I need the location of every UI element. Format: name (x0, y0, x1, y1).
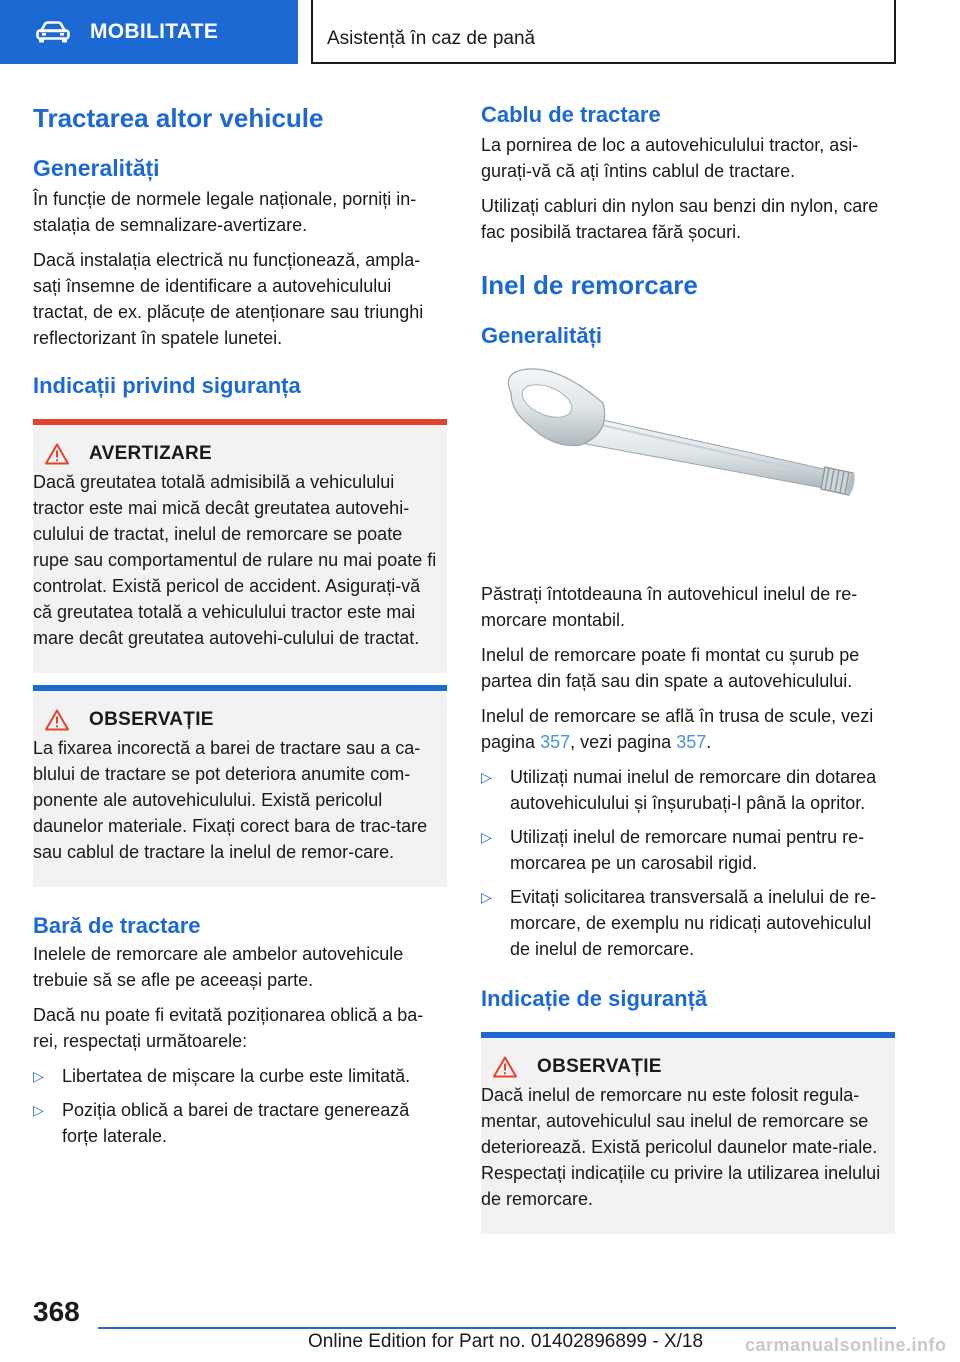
page-title: Tractarea altor vehicule (33, 103, 324, 133)
ring-title: Inel de remorcare (481, 270, 698, 300)
notice-text: La fixarea incorectă a barei de tractare sau a ca-blului de tractare se pot deteriora anumite com-ponente ale autovehiculului. Există pericolul daunelor materiale. Fixați corect bara de trac-tare sau cablul de tractare la inelul de remor-care. (33, 738, 428, 862)
list-item: ▷ Poziția oblică a barei de tractare generează forțe laterale. (33, 1097, 447, 1149)
warning-triangle-icon (493, 1056, 517, 1078)
warning-text: Dacă greutatea totală admisibilă a vehiculului tractor este mai mică decât greutatea autovehi-culului de tractat, inelul de remorcare se poate rupe sau comportamentul de rulare nu mai poate fi controlat. Există pericol de accident. Asigurați-vă că greutatea totală a vehiculului tractor este mai mare decât greutatea autovehi-culului de tractat. (33, 472, 437, 648)
bar-paragraph-2: Dacă nu poate fi evitată poziționarea oblică a ba-rei, respectați următoarele: (33, 1005, 424, 1051)
section-label: MOBILITATE (90, 20, 219, 43)
triangle-bullet-icon: ▷ (33, 1068, 44, 1084)
triangle-bullet-icon: ▷ (33, 1102, 44, 1118)
warning-box (33, 419, 447, 673)
left-column (33, 100, 447, 1157)
list-item: ▷ Libertatea de mișcare la curbe este limitată. (33, 1063, 447, 1089)
section-tab[interactable] (0, 0, 298, 64)
list-item: ▷ Utilizați numai inelul de remorcare din dotarea autovehiculului și înșurubați-l până la opritor. (481, 764, 895, 816)
ring-paragraph-1: Păstrați întotdeauna în autovehicul inelul de re-morcare montabil. (481, 584, 858, 630)
list-item: ▷ Evitați solicitarea transversală a inelului de re-morcare, de exemplu nu ridicați autovehiculul de inelul de remorcare. (481, 884, 895, 962)
ring-bullet-list (481, 764, 895, 962)
bar-paragraph-1: Inelele de remorcare ale ambelor autovehicule trebuie să se afle pe aceeași parte. (33, 944, 404, 990)
warning-triangle-icon (45, 443, 69, 465)
ring-paragraph-3: Inelul de remorcare se află în trusa de scule, vezi pagina 357, vezi pagina 357. (481, 706, 874, 752)
notice-title: OBSERVAȚIE (89, 709, 214, 730)
ring-notice-box (481, 1032, 895, 1234)
page-reference-link[interactable]: 357 (676, 732, 707, 752)
warning-triangle-icon (45, 709, 69, 731)
general-paragraph-1: În funcție de normele legale naționale, porniți in-stalația de semnalizare-avertizare. (33, 189, 417, 235)
bar-bullet-list (33, 1063, 447, 1149)
triangle-bullet-icon: ▷ (481, 769, 492, 785)
bar-heading: Bară de tractare (33, 913, 201, 938)
ring-notice-text: Dacă inelul de remorcare nu este folosit regula-mentar, autovehiculul sau inelul de remorcare se deteriorează. Există pericolul daunelor mate-riale. Respectați indicațiile cu privire la utilizarea inelului de remorcare. (481, 1085, 881, 1209)
edition-text: Online Edition for Part no. 01402896899 - X/18 (308, 1331, 704, 1352)
general-heading: Generalități (33, 155, 160, 181)
ring-paragraph-2: Inelul de remorcare poate fi montat cu șurub pe partea din față sau din spate a autovehiculului. (481, 645, 860, 691)
general-paragraph-2: Dacă instalația electrică nu funcționează, ampla-sați însemne de identificare a autovehiculului tractat, de ex. plăcuțe de atenționare sau triunghi reflectorizant în spatele lunetei. (33, 250, 424, 348)
ring-general-heading: Generalități (481, 323, 603, 348)
page-reference-link[interactable]: 357 (540, 732, 571, 752)
cable-heading: Cablu de tractare (481, 102, 661, 127)
safety-heading: Indicații privind siguranța (33, 373, 301, 398)
triangle-bullet-icon: ▷ (481, 829, 492, 845)
tow-eye-image (481, 363, 891, 563)
car-icon (36, 21, 70, 43)
chapter-header (311, 0, 896, 64)
right-column (481, 100, 895, 1234)
cable-paragraph-2: Utilizați cabluri din nylon sau benzi din nylon, care fac posibilă tractarea fără șocuri. (481, 196, 879, 242)
ring-notice-title: OBSERVAȚIE (537, 1056, 662, 1077)
list-item: ▷ Utilizați inelul de remorcare numai pentru re-morcarea pe un carosabil rigid. (481, 824, 895, 876)
triangle-bullet-icon: ▷ (481, 889, 492, 905)
ring-safety-heading: Indicație de siguranță (481, 986, 708, 1011)
notice-box (33, 685, 447, 887)
footer-divider (98, 1327, 896, 1329)
chapter-title: Asistență în caz de pană (327, 28, 536, 49)
cable-paragraph-1: La pornirea de loc a autovehiculului tractor, asi-gurați-vă că ați întins cablul de tractare. (481, 135, 859, 181)
watermark: carmanualsonline.info (745, 1335, 947, 1355)
page-number: 368 (33, 1296, 80, 1327)
warning-title: AVERTIZARE (89, 443, 212, 464)
